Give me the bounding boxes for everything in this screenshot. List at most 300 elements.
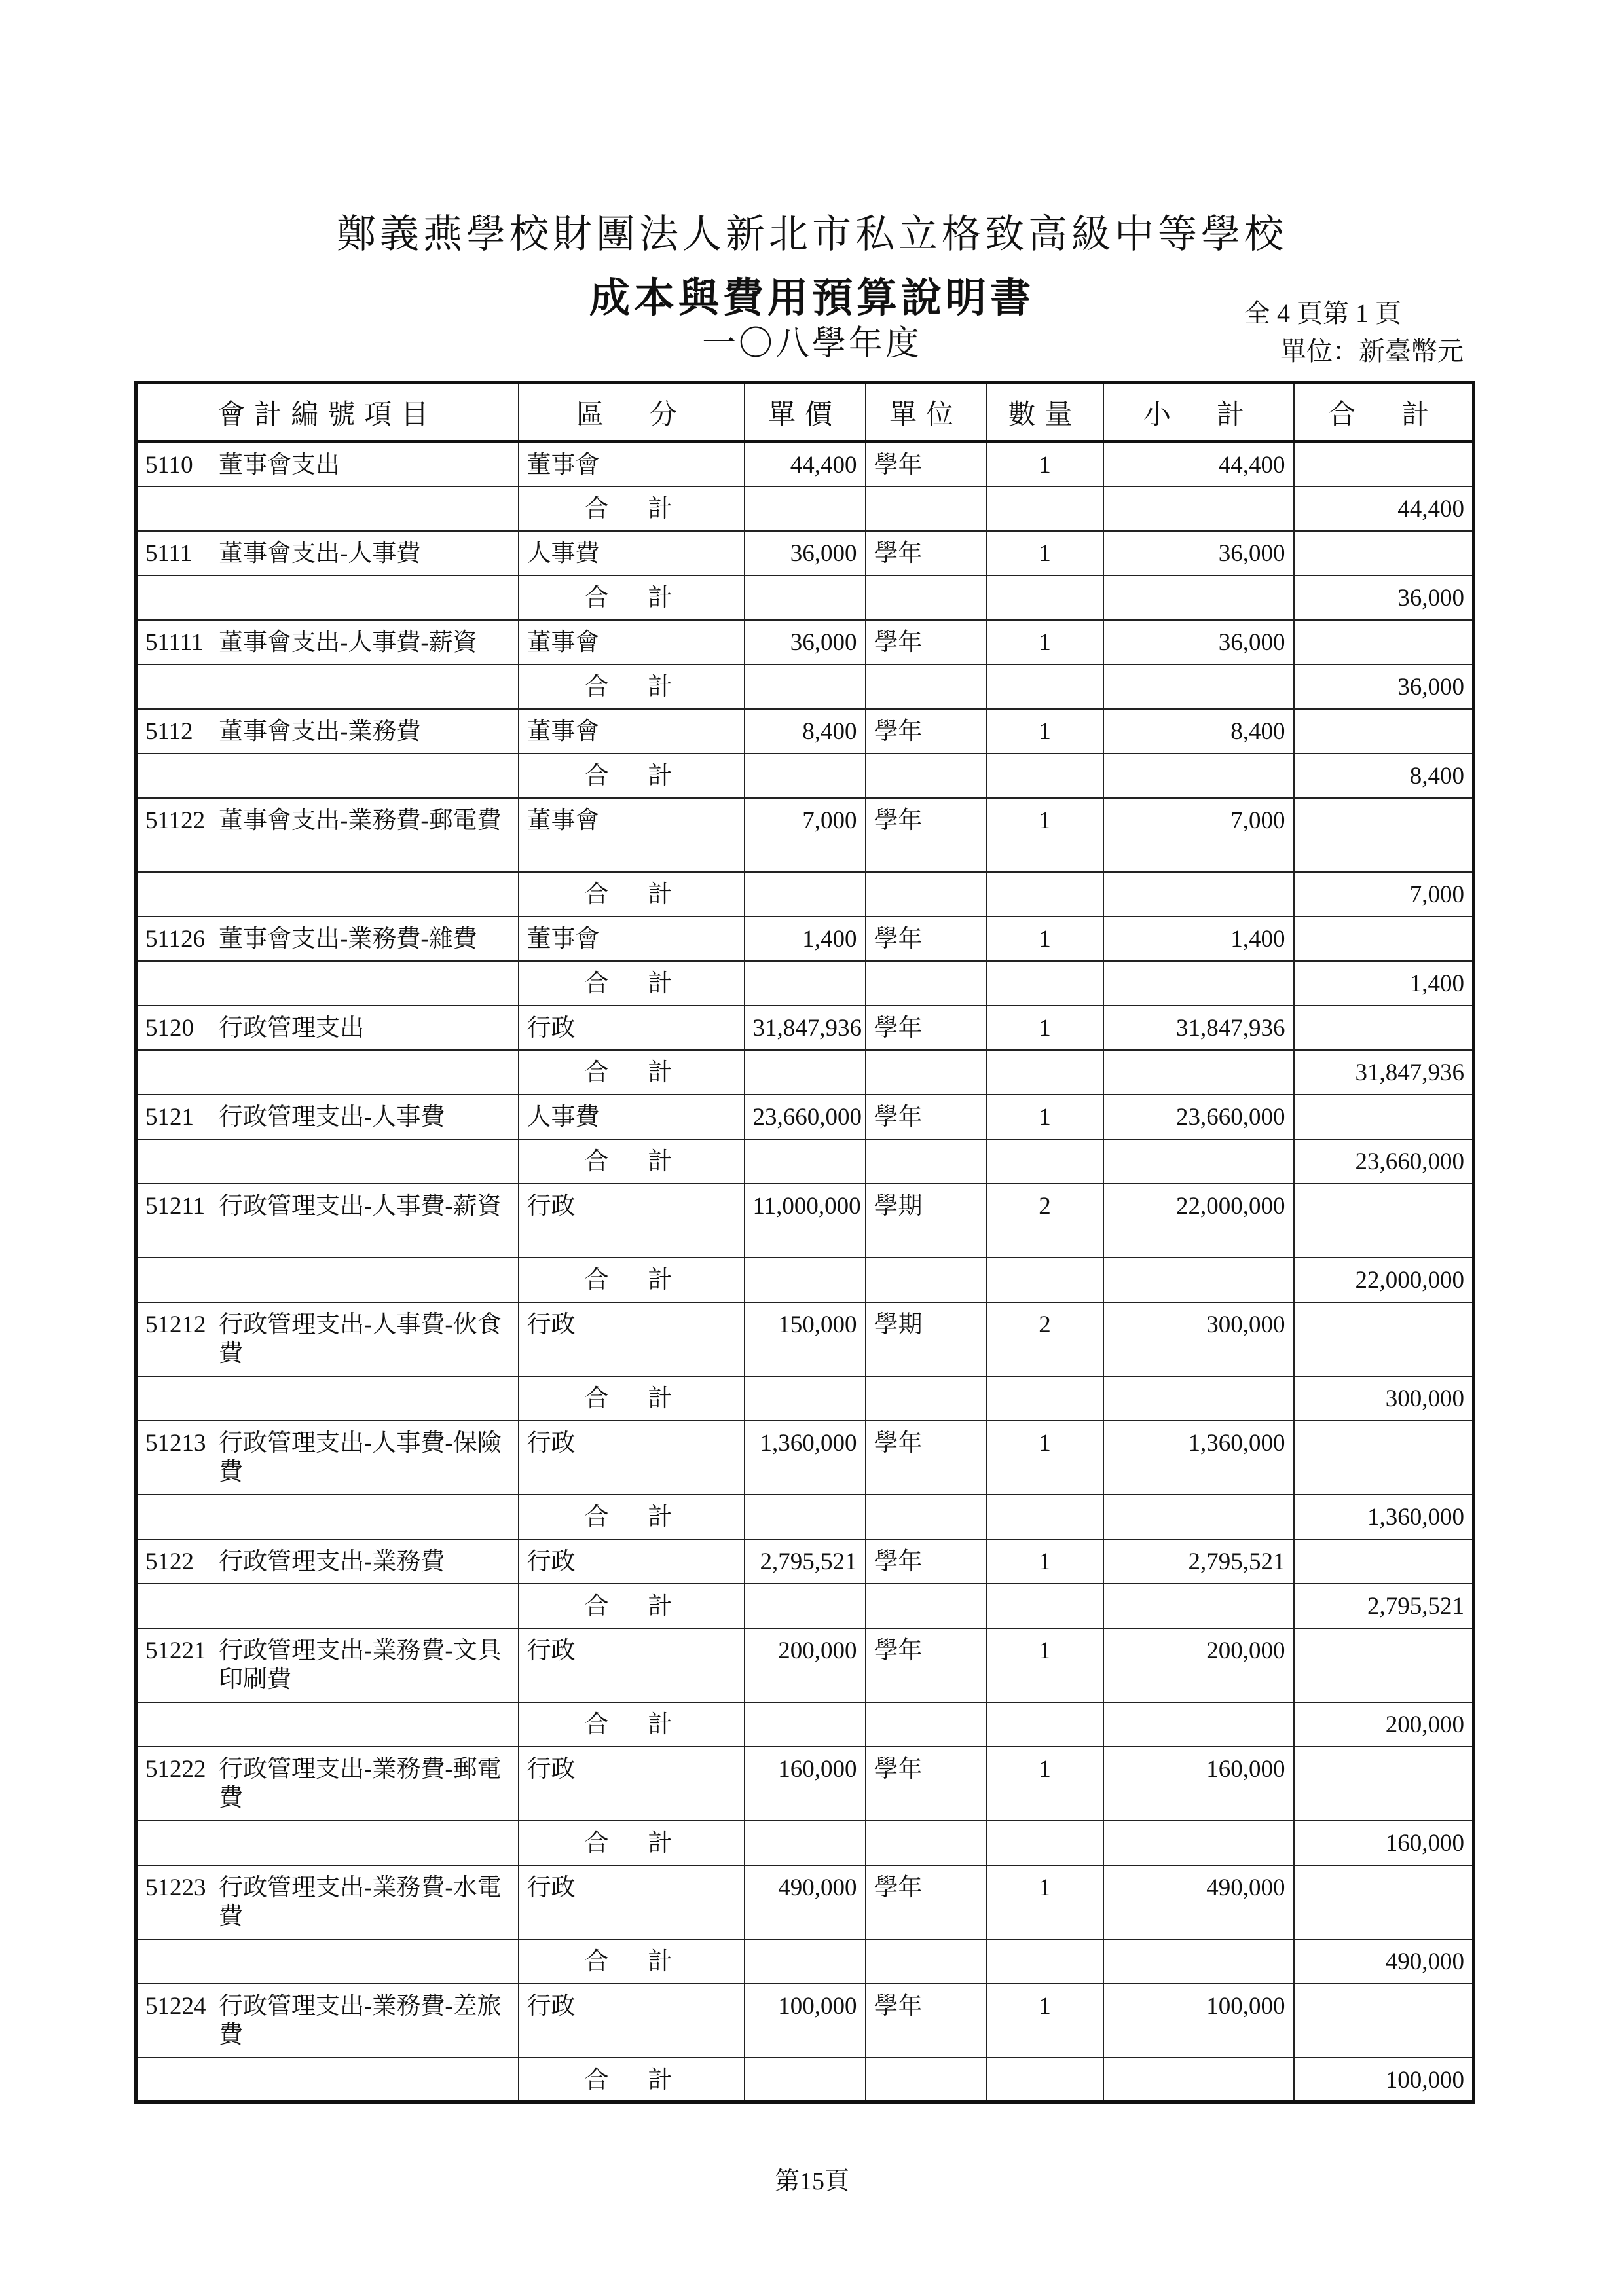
empty <box>745 2058 866 2102</box>
empty <box>745 575 866 620</box>
quantity: 1 <box>987 798 1103 872</box>
unit-price: 36,000 <box>745 531 866 575</box>
col-subtotal: 小 計 <box>1103 383 1294 442</box>
total-value: 100,000 <box>1294 2058 1474 2102</box>
total-value: 8,400 <box>1294 754 1474 798</box>
empty <box>745 1139 866 1184</box>
empty <box>136 1939 519 1984</box>
item-name: 行政管理支出-業務費-水電費 <box>219 1874 502 1930</box>
total-label: 合計 <box>519 1702 745 1747</box>
unit: 學期 <box>866 1184 987 1258</box>
item-cell <box>136 1006 519 1050</box>
unit: 學年 <box>866 917 987 961</box>
quantity: 1 <box>987 1984 1103 2058</box>
empty <box>987 486 1103 531</box>
empty <box>866 1495 987 1539</box>
total-empty <box>1294 1628 1474 1702</box>
total-row <box>136 1584 1474 1628</box>
empty <box>987 2058 1103 2102</box>
empty <box>745 1584 866 1628</box>
category: 行政 <box>519 1421 745 1495</box>
quantity: 1 <box>987 917 1103 961</box>
item <box>145 925 510 954</box>
total-row <box>136 1050 1474 1095</box>
item-cell <box>136 798 519 872</box>
unit: 學年 <box>866 1539 987 1584</box>
unit: 學年 <box>866 442 987 486</box>
category: 行政 <box>519 1006 745 1050</box>
item <box>145 1874 510 1931</box>
total-empty <box>1294 917 1474 961</box>
empty <box>987 1495 1103 1539</box>
total-row <box>136 2058 1474 2102</box>
total-empty <box>1294 442 1474 486</box>
empty <box>1103 486 1294 531</box>
account-code: 51213 <box>145 1429 206 1457</box>
total-row <box>136 1139 1474 1184</box>
empty <box>1103 2058 1294 2102</box>
item-cell <box>136 1184 519 1258</box>
account-code: 5120 <box>145 1014 194 1042</box>
subtotal: 2,795,521 <box>1103 1539 1294 1584</box>
total-value: 31,847,936 <box>1294 1050 1474 1095</box>
category: 董事會 <box>519 442 745 486</box>
unit-price: 150,000 <box>745 1302 866 1376</box>
total-row <box>136 872 1474 917</box>
total-label: 合計 <box>519 1050 745 1095</box>
account-code: 5111 <box>145 539 193 567</box>
quantity: 1 <box>987 1006 1103 1050</box>
quantity: 1 <box>987 442 1103 486</box>
item <box>145 629 510 657</box>
account-code: 51211 <box>145 1192 206 1220</box>
empty <box>136 1376 519 1421</box>
empty <box>136 1584 519 1628</box>
empty <box>1103 1584 1294 1628</box>
empty <box>136 872 519 917</box>
item-cell <box>136 709 519 754</box>
empty <box>136 1139 519 1184</box>
item-cell <box>136 1628 519 1702</box>
empty <box>745 665 866 709</box>
category: 董事會 <box>519 709 745 754</box>
total-row <box>136 1702 1474 1747</box>
header-row <box>136 383 1474 442</box>
category: 行政 <box>519 1747 745 1821</box>
empty <box>745 1376 866 1421</box>
account-code: 51122 <box>145 807 206 834</box>
total-row <box>136 961 1474 1006</box>
empty <box>1103 575 1294 620</box>
subtotal: 7,000 <box>1103 798 1294 872</box>
unit-price: 11,000,000 <box>745 1184 866 1258</box>
item-name: 董事會支出-業務費-雜費 <box>219 925 477 953</box>
unit-price: 2,795,521 <box>745 1539 866 1584</box>
document-title: 成本與費用預算說明書 <box>589 276 1035 321</box>
empty <box>136 1702 519 1747</box>
total-value: 36,000 <box>1294 665 1474 709</box>
account-code: 51126 <box>145 925 206 953</box>
quantity: 2 <box>987 1184 1103 1258</box>
empty <box>987 1050 1103 1095</box>
unit-price: 200,000 <box>745 1628 866 1702</box>
unit: 學年 <box>866 620 987 665</box>
item-cell <box>136 917 519 961</box>
empty <box>866 575 987 620</box>
empty <box>866 1702 987 1747</box>
unit-price: 1,360,000 <box>745 1421 866 1495</box>
total-value: 490,000 <box>1294 1939 1474 1984</box>
item-name: 行政管理支出-人事費 <box>219 1103 445 1131</box>
item-name: 董事會支出-業務費-郵電費 <box>219 807 502 834</box>
total-value: 2,795,521 <box>1294 1584 1474 1628</box>
total-empty <box>1294 531 1474 575</box>
total-empty <box>1294 1747 1474 1821</box>
empty <box>866 1939 987 1984</box>
total-value: 1,400 <box>1294 961 1474 1006</box>
unit: 學年 <box>866 798 987 872</box>
quantity: 1 <box>987 1747 1103 1821</box>
unit: 學年 <box>866 709 987 754</box>
subtotal: 300,000 <box>1103 1302 1294 1376</box>
total-empty <box>1294 1302 1474 1376</box>
total-value: 36,000 <box>1294 575 1474 620</box>
item <box>145 1637 510 1694</box>
subtotal: 36,000 <box>1103 531 1294 575</box>
empty <box>866 872 987 917</box>
total-label: 合計 <box>519 486 745 531</box>
empty <box>745 961 866 1006</box>
total-label: 合計 <box>519 754 745 798</box>
empty <box>866 2058 987 2102</box>
item <box>145 1755 510 1813</box>
total-label: 合計 <box>519 1139 745 1184</box>
total-empty <box>1294 1184 1474 1258</box>
account-code: 51224 <box>145 1992 206 2020</box>
table-row <box>136 1095 1474 1139</box>
unit: 學年 <box>866 1984 987 2058</box>
unit-price: 490,000 <box>745 1865 866 1939</box>
total-row <box>136 754 1474 798</box>
item-cell <box>136 1539 519 1584</box>
category: 行政 <box>519 1184 745 1258</box>
total-empty <box>1294 1421 1474 1495</box>
total-label: 合計 <box>519 1821 745 1865</box>
account-code: 5122 <box>145 1548 194 1575</box>
total-label: 合計 <box>519 575 745 620</box>
total-row <box>136 486 1474 531</box>
empty <box>987 1258 1103 1302</box>
empty <box>866 754 987 798</box>
empty <box>745 754 866 798</box>
table-row <box>136 620 1474 665</box>
account-code: 51221 <box>145 1637 206 1664</box>
col-unit-price: 單價 <box>745 383 866 442</box>
quantity: 2 <box>987 1302 1103 1376</box>
total-value: 23,660,000 <box>1294 1139 1474 1184</box>
total-empty <box>1294 1865 1474 1939</box>
empty <box>1103 872 1294 917</box>
empty <box>745 1939 866 1984</box>
subtotal: 1,360,000 <box>1103 1421 1294 1495</box>
table-row <box>136 917 1474 961</box>
item-cell <box>136 1984 519 2058</box>
item <box>145 1548 510 1576</box>
item-cell <box>136 1095 519 1139</box>
empty <box>866 1821 987 1865</box>
empty <box>987 665 1103 709</box>
category: 董事會 <box>519 798 745 872</box>
unit: 學年 <box>866 1628 987 1702</box>
total-row <box>136 665 1474 709</box>
unit-price: 1,400 <box>745 917 866 961</box>
account-code: 51212 <box>145 1311 206 1338</box>
empty <box>866 1139 987 1184</box>
table-row <box>136 531 1474 575</box>
empty <box>136 754 519 798</box>
quantity: 1 <box>987 709 1103 754</box>
unit-price: 44,400 <box>745 442 866 486</box>
total-value: 160,000 <box>1294 1821 1474 1865</box>
category: 人事費 <box>519 531 745 575</box>
total-row <box>136 1258 1474 1302</box>
category: 行政 <box>519 1865 745 1939</box>
total-row <box>136 1376 1474 1421</box>
account-code: 51111 <box>145 629 204 656</box>
empty <box>1103 1376 1294 1421</box>
empty <box>987 575 1103 620</box>
item <box>145 539 510 568</box>
unit: 學年 <box>866 531 987 575</box>
total-empty <box>1294 1984 1474 2058</box>
total-label: 合計 <box>519 1939 745 1984</box>
total-empty <box>1294 620 1474 665</box>
table-row <box>136 1984 1474 2058</box>
total-label: 合計 <box>519 1495 745 1539</box>
total-label: 合計 <box>519 1376 745 1421</box>
empty <box>1103 961 1294 1006</box>
empty <box>866 665 987 709</box>
total-label: 合計 <box>519 665 745 709</box>
table-row <box>136 1628 1474 1702</box>
empty <box>1103 1702 1294 1747</box>
item <box>145 1192 510 1221</box>
total-row <box>136 1495 1474 1539</box>
total-row <box>136 575 1474 620</box>
total-label: 合計 <box>519 961 745 1006</box>
item <box>145 807 510 835</box>
empty <box>987 1584 1103 1628</box>
item <box>145 1014 510 1043</box>
col-category: 區 分 <box>519 383 745 442</box>
empty <box>866 961 987 1006</box>
empty <box>987 1821 1103 1865</box>
empty <box>987 961 1103 1006</box>
empty <box>136 961 519 1006</box>
quantity: 1 <box>987 1865 1103 1939</box>
empty <box>136 1495 519 1539</box>
account-code: 5110 <box>145 452 193 479</box>
item-cell <box>136 531 519 575</box>
unit: 學年 <box>866 1095 987 1139</box>
unit: 學年 <box>866 1747 987 1821</box>
table-row <box>136 1184 1474 1258</box>
total-label: 合計 <box>519 872 745 917</box>
item <box>145 1103 510 1132</box>
table-row <box>136 1006 1474 1050</box>
category: 行政 <box>519 1628 745 1702</box>
empty <box>987 754 1103 798</box>
unit: 學年 <box>866 1006 987 1050</box>
empty <box>866 1376 987 1421</box>
item-cell <box>136 1421 519 1495</box>
category: 行政 <box>519 1302 745 1376</box>
category: 人事費 <box>519 1095 745 1139</box>
page-number: 第15頁 <box>774 2168 849 2195</box>
account-code: 51223 <box>145 1874 206 1901</box>
empty <box>136 575 519 620</box>
empty <box>1103 1821 1294 1865</box>
item-name: 行政管理支出-人事費-保險費 <box>219 1429 502 1485</box>
empty <box>987 1376 1103 1421</box>
empty <box>987 872 1103 917</box>
category: 行政 <box>519 1984 745 2058</box>
total-empty <box>1294 1095 1474 1139</box>
table-row <box>136 709 1474 754</box>
unit-price: 31,847,936 <box>745 1006 866 1050</box>
empty <box>745 1702 866 1747</box>
item-name: 董事會支出-人事費 <box>219 539 421 567</box>
empty <box>745 1495 866 1539</box>
quantity: 1 <box>987 531 1103 575</box>
empty <box>866 486 987 531</box>
category: 行政 <box>519 1539 745 1584</box>
table-row <box>136 442 1474 486</box>
item-name: 董事會支出-業務費 <box>219 718 421 745</box>
unit-price: 36,000 <box>745 620 866 665</box>
subtotal: 1,400 <box>1103 917 1294 961</box>
subtotal: 44,400 <box>1103 442 1294 486</box>
subtotal: 22,000,000 <box>1103 1184 1294 1258</box>
total-empty <box>1294 798 1474 872</box>
table-row <box>136 1539 1474 1584</box>
empty <box>1103 1495 1294 1539</box>
total-label: 合計 <box>519 1258 745 1302</box>
table-row <box>136 798 1474 872</box>
item-name: 行政管理支出-業務費-文具印刷費 <box>219 1637 502 1693</box>
total-empty <box>1294 709 1474 754</box>
item-cell <box>136 1747 519 1821</box>
item <box>145 1429 510 1487</box>
subtotal: 490,000 <box>1103 1865 1294 1939</box>
subtotal: 160,000 <box>1103 1747 1294 1821</box>
item-name: 董事會支出 <box>219 452 340 479</box>
item-name: 行政管理支出-人事費-薪資 <box>219 1192 502 1220</box>
item-cell <box>136 1865 519 1939</box>
currency-unit: 單位：新臺幣元 <box>1280 337 1464 366</box>
empty <box>866 1258 987 1302</box>
empty <box>745 872 866 917</box>
unit-price: 23,660,000 <box>745 1095 866 1139</box>
budget-table <box>134 381 1475 2104</box>
account-code: 51222 <box>145 1755 206 1783</box>
unit-price: 7,000 <box>745 798 866 872</box>
item <box>145 1311 510 1368</box>
quantity: 1 <box>987 620 1103 665</box>
total-empty <box>1294 1539 1474 1584</box>
empty <box>866 1050 987 1095</box>
empty <box>866 1584 987 1628</box>
item-name: 行政管理支出-業務費-差旅費 <box>219 1992 502 2049</box>
col-unit: 單位 <box>866 383 987 442</box>
item-name: 行政管理支出 <box>219 1014 364 1042</box>
quantity: 1 <box>987 1628 1103 1702</box>
item-name: 行政管理支出-人事費-伙食費 <box>219 1311 502 1367</box>
subtotal: 8,400 <box>1103 709 1294 754</box>
total-label: 合計 <box>519 1584 745 1628</box>
empty <box>136 486 519 531</box>
total-row <box>136 1939 1474 1984</box>
empty <box>987 1139 1103 1184</box>
empty <box>136 1050 519 1095</box>
total-value: 44,400 <box>1294 486 1474 531</box>
table-row <box>136 1747 1474 1821</box>
category: 董事會 <box>519 620 745 665</box>
total-value: 1,360,000 <box>1294 1495 1474 1539</box>
item-cell <box>136 620 519 665</box>
subtotal: 100,000 <box>1103 1984 1294 2058</box>
item-cell <box>136 442 519 486</box>
empty <box>745 1821 866 1865</box>
item <box>145 1992 510 2050</box>
subtotal: 23,660,000 <box>1103 1095 1294 1139</box>
empty <box>1103 1258 1294 1302</box>
table-row <box>136 1302 1474 1376</box>
category: 董事會 <box>519 917 745 961</box>
empty <box>136 1821 519 1865</box>
subtotal: 36,000 <box>1103 620 1294 665</box>
unit: 學年 <box>866 1421 987 1495</box>
quantity: 1 <box>987 1095 1103 1139</box>
empty <box>1103 1139 1294 1184</box>
empty <box>1103 1939 1294 1984</box>
empty <box>1103 1050 1294 1095</box>
item-name: 董事會支出-人事費-薪資 <box>219 629 477 656</box>
table-row <box>136 1865 1474 1939</box>
unit: 學年 <box>866 1865 987 1939</box>
empty <box>745 1258 866 1302</box>
item-cell <box>136 1302 519 1376</box>
unit-price: 8,400 <box>745 709 866 754</box>
empty <box>1103 754 1294 798</box>
academic-year: 一〇八學年度 <box>701 325 922 363</box>
quantity: 1 <box>987 1539 1103 1584</box>
total-row <box>136 1821 1474 1865</box>
organization-name: 鄭義燕學校財團法人新北市私立格致高級中等學校 <box>337 213 1287 256</box>
total-value: 200,000 <box>1294 1702 1474 1747</box>
account-code: 5121 <box>145 1103 194 1131</box>
item-name: 行政管理支出-業務費-郵電費 <box>219 1755 502 1812</box>
page-info: 全 4 頁第 1 頁 <box>1244 299 1401 328</box>
unit-price: 100,000 <box>745 1984 866 2058</box>
item <box>145 451 510 480</box>
empty <box>745 1050 866 1095</box>
col-quantity: 數量 <box>987 383 1103 442</box>
col-account-item: 會計編號項目 <box>136 383 519 442</box>
table-row <box>136 1421 1474 1495</box>
total-empty <box>1294 1006 1474 1050</box>
empty <box>136 2058 519 2102</box>
